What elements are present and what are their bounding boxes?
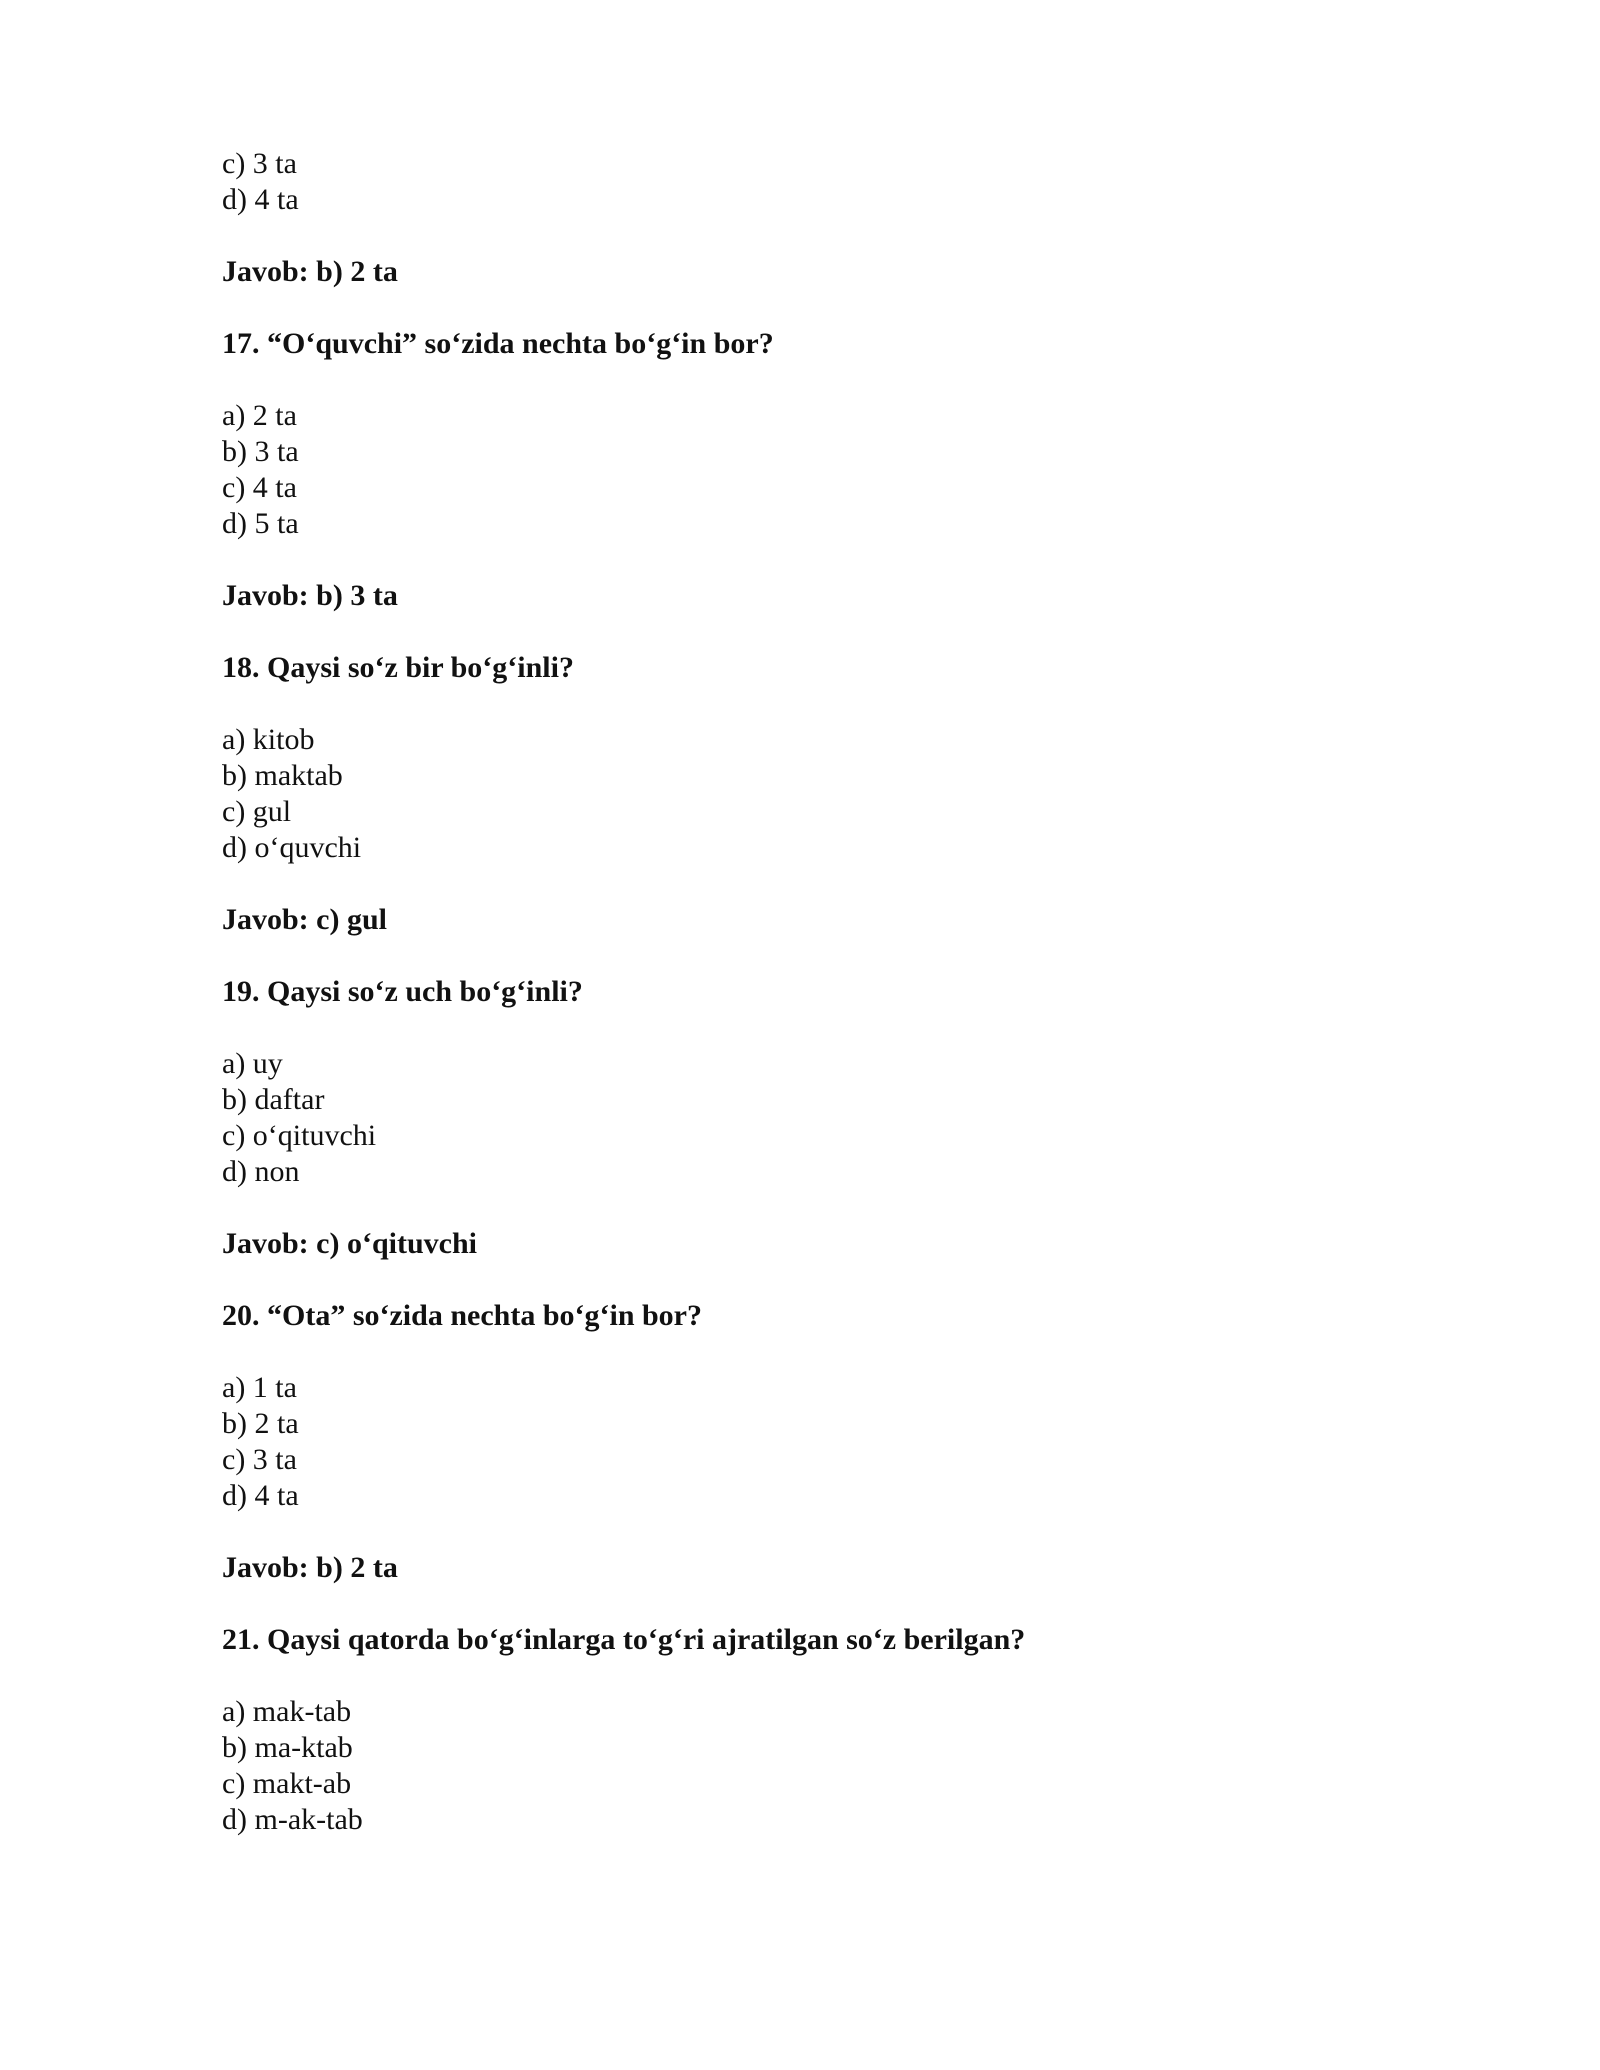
option-b: b) daftar: [222, 1083, 325, 1116]
option-a: a) 1 ta: [222, 1371, 297, 1404]
option-b: b) maktab: [222, 759, 343, 792]
question-block-19: [222, 974, 1422, 1298]
option-d: d) m-ak-tab: [222, 1803, 363, 1836]
option-c: c) 3 ta: [222, 147, 297, 180]
option-a: a) 2 ta: [222, 399, 297, 432]
option-d: d) 4 ta: [222, 183, 299, 216]
option-c: c) 3 ta: [222, 1443, 297, 1476]
question-block-21: [222, 1622, 1422, 1838]
answer-text: Javob: c) gul: [222, 903, 387, 936]
answer-text: Javob: b) 3 ta: [222, 579, 398, 612]
option-b: b) 2 ta: [222, 1407, 299, 1440]
question-text: 19. Qaysi so‘z uch bo‘g‘inli?: [222, 975, 583, 1008]
option-d: d) 5 ta: [222, 507, 299, 540]
option-a: a) mak-tab: [222, 1695, 352, 1728]
option-c: c) o‘qituvchi: [222, 1119, 377, 1152]
option-d: d) 4 ta: [222, 1479, 299, 1512]
question-block-17: [222, 326, 1422, 650]
question-block-20: [222, 1298, 1422, 1622]
option-d: d) non: [222, 1155, 300, 1188]
option-b: b) 3 ta: [222, 435, 299, 468]
option-a: a) kitob: [222, 723, 315, 756]
answer-text: Javob: b) 2 ta: [222, 1551, 398, 1584]
question-text: 21. Qaysi qatorda bo‘g‘inlarga to‘g‘ri ajratilgan so‘z berilgan?: [222, 1623, 1026, 1656]
answer-text: Javob: b) 2 ta: [222, 255, 398, 288]
option-a: a) uy: [222, 1047, 283, 1080]
document-page: [222, 146, 1422, 1838]
question-block-18: [222, 650, 1422, 974]
option-c: c) makt-ab: [222, 1767, 352, 1800]
question-16-continuation: [222, 146, 1422, 326]
answer-text: Javob: c) o‘qituvchi: [222, 1227, 477, 1260]
option-c: c) gul: [222, 795, 292, 828]
question-text: 17. “O‘quvchi” so‘zida nechta bo‘g‘in bor?: [222, 327, 774, 360]
option-c: c) 4 ta: [222, 471, 297, 504]
question-text: 20. “Ota” so‘zida nechta bo‘g‘in bor?: [222, 1299, 702, 1332]
question-text: 18. Qaysi so‘z bir bo‘g‘inli?: [222, 651, 574, 684]
option-b: b) ma-ktab: [222, 1731, 353, 1764]
option-d: d) o‘quvchi: [222, 831, 362, 864]
